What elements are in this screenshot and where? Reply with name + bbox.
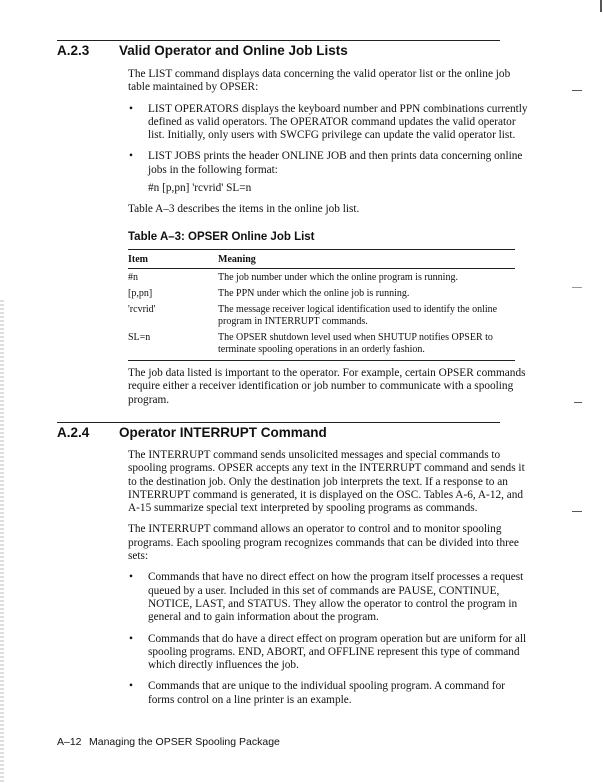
intro-paragraph: The LIST command displays data concerning the valid operator list or the online job table maintained by OPSER: xyxy=(128,68,511,94)
list-item: • LIST OPERATORS displays the keyboard number and PPN combinations currently defined as valid operators. The OPERATOR command updates the valid operator list. Initially, only users with SWCFG privilege can update the valid operator list. xyxy=(129,102,528,142)
table-row xyxy=(128,329,515,361)
table-row xyxy=(128,285,515,301)
online-job-table xyxy=(128,249,515,361)
section-heading-a-2-3 xyxy=(57,43,348,58)
bullet-icon: • xyxy=(129,571,133,584)
footer-title: Managing the OPSER Spooling Package xyxy=(89,736,280,748)
bullet-icon: • xyxy=(129,632,133,645)
margin-tick xyxy=(572,90,582,91)
closing-paragraph-block xyxy=(128,367,528,415)
cell-item: #n xyxy=(128,272,138,283)
cell-item: SL=n xyxy=(128,329,218,361)
bullet-icon: • xyxy=(129,150,133,163)
bullet-icon: • xyxy=(129,102,133,115)
bullet-list xyxy=(128,571,528,707)
section-rule xyxy=(57,422,500,423)
cell-item: [p,pn] xyxy=(128,288,153,299)
margin-change-bar xyxy=(600,0,602,12)
page-number: A–12 xyxy=(57,736,82,748)
section-heading-a-2-4 xyxy=(57,425,327,440)
section-title: Valid Operator and Online Job Lists xyxy=(119,43,348,58)
bullet-icon: • xyxy=(129,680,133,693)
paragraph: The INTERRUPT command sends unsolicited messages and special commands to spooling programs. OPSER accepts any text in the INTERRUPT command and sends it to the destination job. Only the destination job interprets the text. If a response to an INTERRUPT command is generated, it is displayed on the OSC. Tables A-6, A-12, and A-15 summarize special text interpreted by spooling programs as commands. xyxy=(128,449,525,515)
section-title: Operator INTERRUPT Command xyxy=(119,425,327,440)
page-footer xyxy=(57,736,280,748)
column-header-meaning: Meaning xyxy=(218,250,515,269)
paragraph: The INTERRUPT command allows an operator to control and to monitor spooling programs. Each spooling program recognizes commands that can be divided into three sets: xyxy=(128,523,519,563)
cell-meaning: The job number under which the online program is running. xyxy=(218,272,458,283)
list-item: • LIST JOBS prints the header ONLINE JOB and then prints data concerning online jobs in the following format: #n [p,pn] 'rcvrid' SL=n xyxy=(128,150,528,195)
table-label: Table A–3: xyxy=(128,231,185,243)
section-body-a-2-4 xyxy=(128,449,528,715)
cell-meaning: The PPN under which the online job is running. xyxy=(218,288,410,299)
table-title: OPSER Online Job List xyxy=(188,231,315,243)
section-rule xyxy=(57,40,500,41)
cell-meaning: The OPSER shutdown level used when SHUTUP notifies OPSER to terminate spooling operations in an orderly fashion. xyxy=(218,329,515,361)
table-row xyxy=(128,269,515,286)
table-row xyxy=(128,301,515,329)
margin-tick xyxy=(572,287,582,288)
section-number: A.2.4 xyxy=(57,425,90,440)
table-reference: Table A–3 describes the items in the online job list. xyxy=(128,203,360,216)
margin-tick xyxy=(574,402,582,403)
table-caption xyxy=(128,231,315,243)
margin-tick xyxy=(572,511,582,512)
scan-edge-artifact xyxy=(0,300,4,783)
format-line: #n [p,pn] 'rcvrid' SL=n xyxy=(148,182,252,195)
section-number: A.2.3 xyxy=(57,43,90,58)
closing-paragraph: The job data listed is important to the operator. For example, certain OPSER commands require either a receiver identification or job number to communicate with a spooling program. xyxy=(128,367,526,406)
list-item: • Commands that do have a direct effect on program operation but are uniform for all spooling programs. END, ABORT, and OFFLINE represent this type of command which directly influences the job. xyxy=(129,632,527,672)
table-header-row xyxy=(128,250,515,269)
bullet-list xyxy=(128,103,528,196)
list-item: • Commands that are unique to the individual spooling program. A command for forms control on a line printer is an example. xyxy=(129,680,506,706)
cell-item: 'rcvrid' xyxy=(128,304,156,315)
cell-meaning: The message receiver logical identification used to identify the online program in INTERRUPT commands. xyxy=(218,304,498,327)
list-item: • Commands that have no direct effect on how the program itself processes a request queued by a user. Included in this set of commands are PAUSE, CONTINUE, NOTICE, LAST, and STATUS. They allow the operator to control the program in general and to gain information about the program. xyxy=(129,571,524,624)
section-body-a-2-3 xyxy=(128,68,528,225)
column-header-item: Item xyxy=(128,250,218,269)
